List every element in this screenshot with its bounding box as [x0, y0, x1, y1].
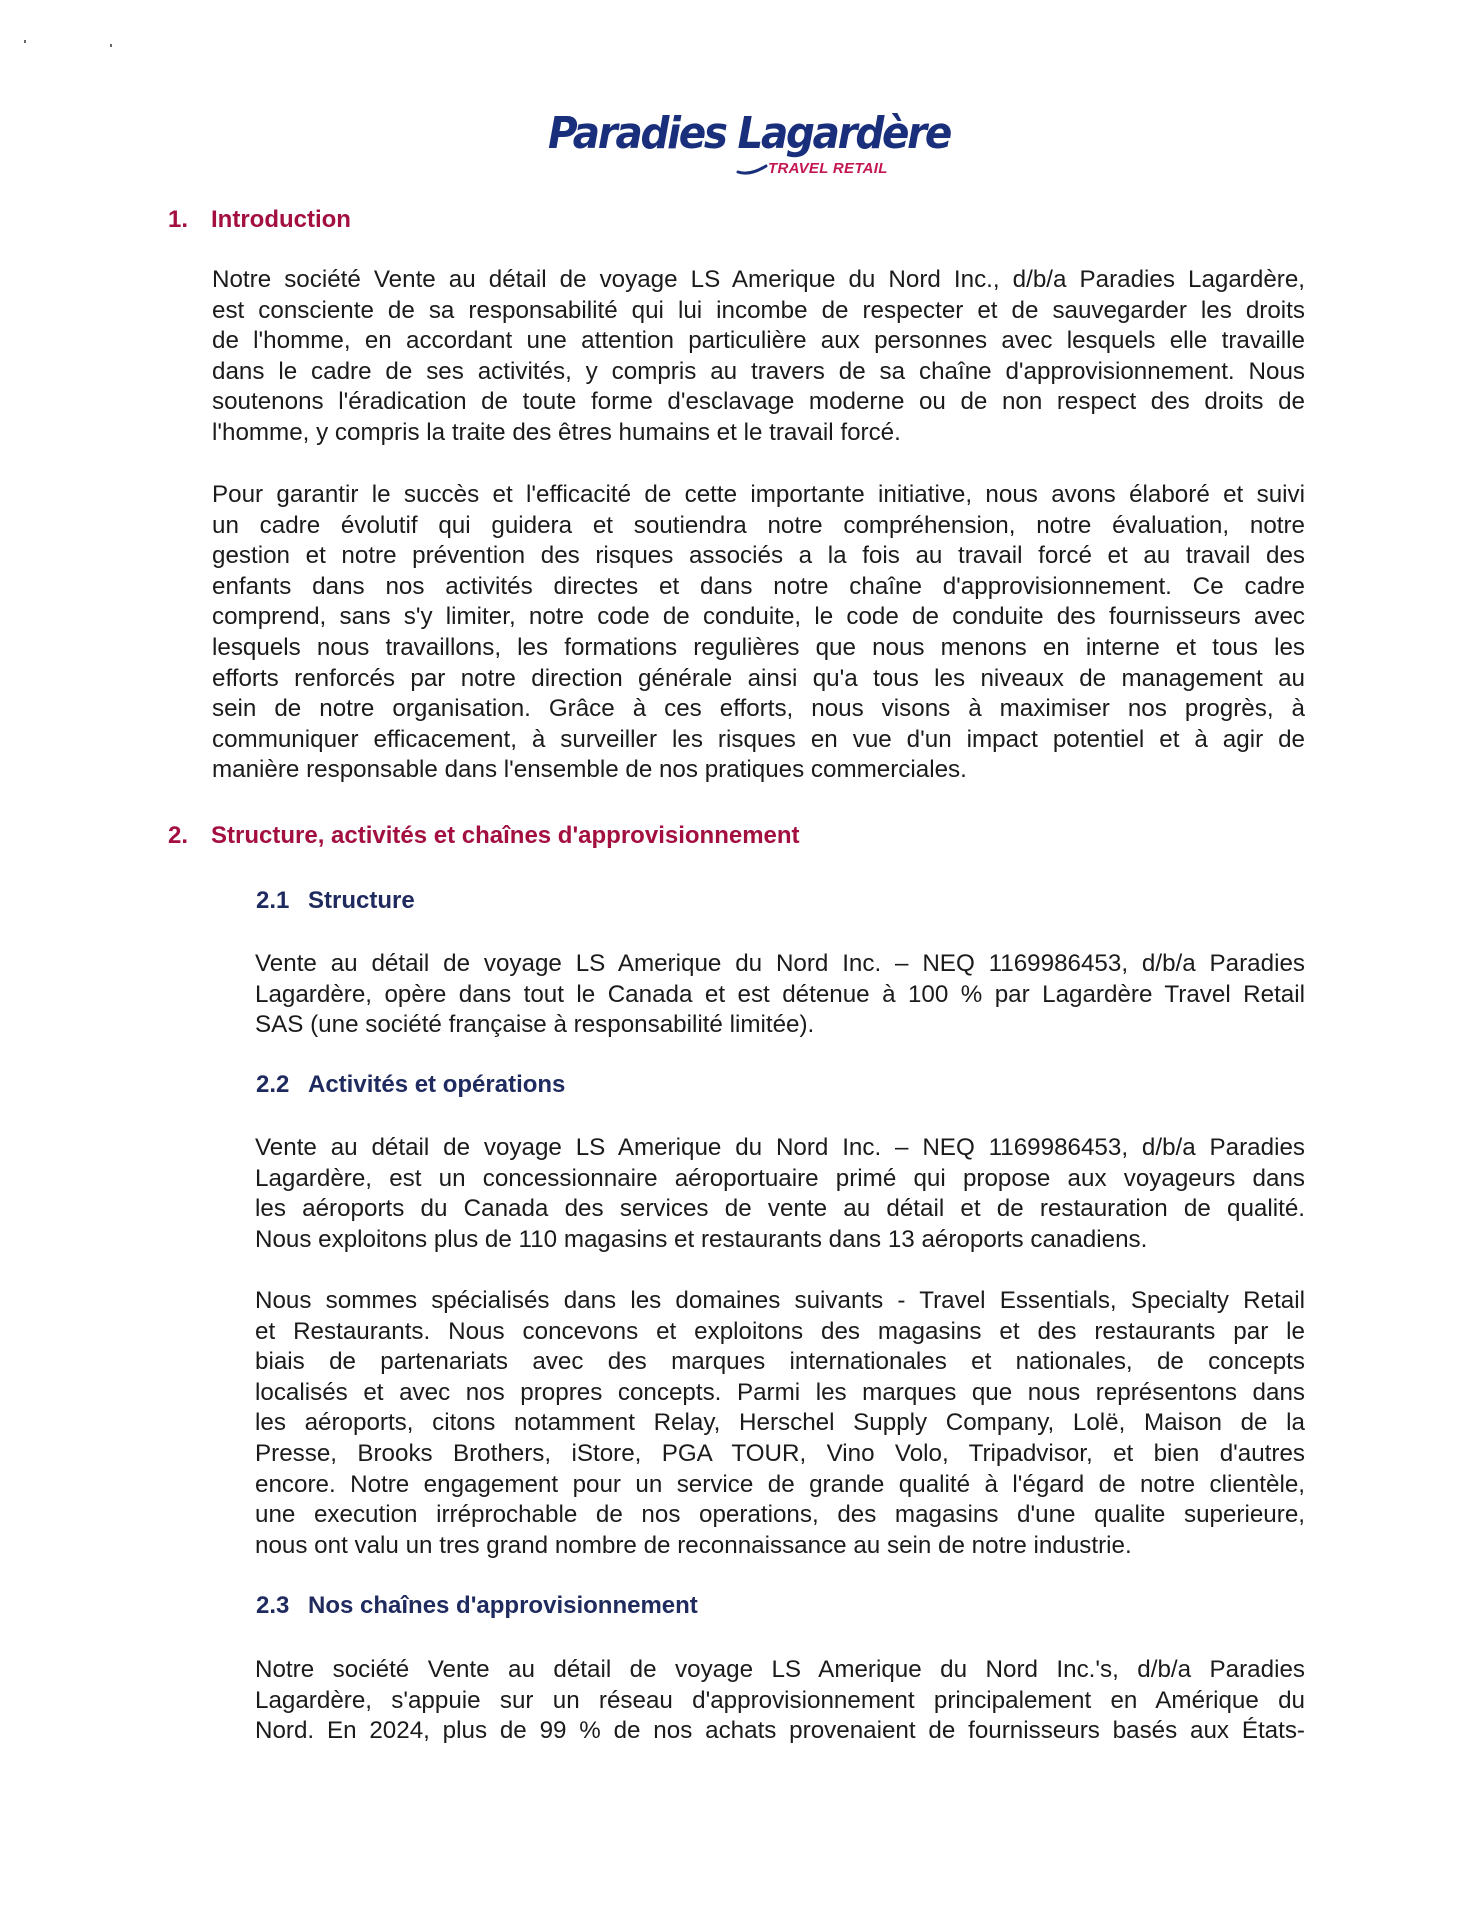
text-line: manière responsable dans l'ensemble de nos pratiques commerciales. — [212, 756, 967, 784]
text-line: est consciente de sa responsabilité qui lui incombe de respecter et de sauvegarder les droits — [212, 296, 1305, 324]
subsection-number: 2.1 — [256, 887, 290, 914]
subsection-2-2-heading — [256, 1071, 565, 1099]
text-line: SAS (une société française à responsabilité limitée). — [255, 1011, 815, 1039]
text-line: lesquels nous travaillons, les formations regulières que nous menons en interne et tous les — [212, 633, 1305, 661]
text-line: et Restaurants. Nous concevons et exploitons des magasins et des restaurants par le — [255, 1317, 1305, 1345]
text-line: biais de partenariats avec des marques internationales et nationales, de concepts — [255, 1348, 1305, 1376]
logo-tagline: TRAVEL RETAIL — [768, 160, 888, 177]
text-line: efforts renforcés par notre direction générale ainsi qu'a tous les niveaux de management au — [212, 664, 1305, 692]
text-line: localisés et avec nos propres concepts. Parmi les marques que nous représentons dans — [255, 1378, 1305, 1406]
text-line: Nord. En 2024, plus de 99 % de nos achats provenaient de fournisseurs basés aux États- — [255, 1717, 1305, 1745]
subsection-2-3-heading — [256, 1592, 698, 1620]
text-line: Lagardère, opère dans tout le Canada et est détenue à 100 % par Lagardère Travel Retail — [255, 980, 1305, 1008]
subsection-title: Activités et opérations — [308, 1071, 566, 1098]
subsection-2-1-heading — [256, 887, 415, 915]
text-line: de l'homme, en accordant une attention particulière aux personnes avec lesquels elle travaille — [212, 327, 1305, 355]
text-line: une execution irréprochable de nos operations, des magasins d'une qualite superieure, — [255, 1501, 1305, 1529]
activities-paragraph-1 — [255, 1133, 1305, 1255]
subsection-title: Nos chaînes d'approvisionnement — [308, 1592, 698, 1619]
structure-paragraph — [255, 949, 1305, 1041]
text-line: comprend, sans s'y limiter, notre code de conduite, le code de conduite des fournisseurs avec — [212, 603, 1305, 631]
text-line: soutenons l'éradication de toute forme d'esclavage moderne ou de non respect des droits de — [212, 388, 1305, 416]
text-line: Notre société Vente au détail de voyage LS Amerique du Nord Inc., d/b/a Paradies Lagardère, — [212, 266, 1305, 293]
text-line: Vente au détail de voyage LS Amerique du Nord Inc. – NEQ 1169986453, d/b/a Paradies — [255, 1134, 1305, 1161]
text-line: Nous exploitons plus de 110 magasins et restaurants dans 13 aéroports canadiens. — [255, 1225, 1148, 1253]
text-line: nous ont valu un tres grand nombre de reconnaissance au sein de notre industrie. — [255, 1531, 1132, 1559]
subsection-number: 2.3 — [256, 1592, 290, 1619]
text-line: communiquer efficacement, à surveiller les risques en vue d'un impact potentiel et à agir de — [212, 725, 1305, 753]
text-line: Presse, Brooks Brothers, iStore, PGA TOUR, Vino Volo, Tripadvisor, et bien d'autres — [255, 1439, 1305, 1467]
scan-artifact — [110, 44, 112, 47]
scan-artifact — [24, 40, 26, 43]
text-line: Notre société Vente au détail de voyage LS Amerique du Nord Inc.'s, d/b/a Paradies — [255, 1656, 1305, 1683]
subsection-number: 2.2 — [256, 1071, 290, 1098]
text-line: les aéroports du Canada des services de vente au détail et de restauration de qualité. — [255, 1195, 1305, 1223]
logo-swoosh-icon — [736, 160, 772, 176]
text-line: Lagardère, est un concessionnaire aéroportuaire primé qui propose aux voyageurs dans — [255, 1164, 1305, 1192]
section-title: Structure, activités et chaînes d'approvisionnement — [211, 822, 800, 849]
text-line: Nous sommes spécialisés dans les domaines suivants - Travel Essentials, Specialty Retail — [255, 1287, 1305, 1314]
section-number: 1. — [168, 206, 189, 233]
intro-paragraph-2 — [212, 480, 1305, 786]
activities-paragraph-2 — [255, 1286, 1305, 1561]
text-line: encore. Notre engagement pour un service de grande qualité à l'égard de notre clientèle, — [255, 1470, 1305, 1498]
text-line: enfants dans nos activités directes et dans notre chaîne d'approvisionnement. Ce cadre — [212, 572, 1305, 600]
text-line: gestion et notre prévention des risques associés a la fois au travail forcé et au travail des — [212, 542, 1305, 570]
company-logo — [548, 108, 950, 188]
supply-chain-paragraph — [255, 1655, 1305, 1747]
section-2-heading — [168, 822, 800, 850]
text-line: Pour garantir le succès et l'efficacité de cette importante initiative, nous avons élaboré et suivi — [212, 481, 1305, 508]
section-number: 2. — [168, 822, 189, 849]
text-line: un cadre évolutif qui guidera et soutiendra notre compréhension, notre évaluation, notre — [212, 511, 1305, 539]
subsection-title: Structure — [308, 887, 415, 914]
intro-paragraph-1 — [212, 265, 1305, 449]
text-line: les aéroports, citons notamment Relay, Herschel Supply Company, Lolë, Maison de la — [255, 1409, 1305, 1437]
section-title: Introduction — [211, 206, 351, 233]
section-1-heading — [168, 206, 351, 234]
text-line: l'homme, y compris la traite des êtres humains et le travail forcé. — [212, 418, 901, 446]
text-line: Vente au détail de voyage LS Amerique du Nord Inc. – NEQ 1169986453, d/b/a Paradies — [255, 950, 1305, 977]
text-line: sein de notre organisation. Grâce à ces efforts, nous visons à maximiser nos progrès, à — [212, 695, 1305, 723]
text-line: dans le cadre de ses activités, y compris au travers de sa chaîne d'approvisionnement. Nous — [212, 357, 1305, 385]
text-line: Lagardère, s'appuie sur un réseau d'approvisionnement principalement en Amérique du — [255, 1686, 1305, 1714]
logo-brand: Paradies Lagardère — [548, 108, 950, 159]
